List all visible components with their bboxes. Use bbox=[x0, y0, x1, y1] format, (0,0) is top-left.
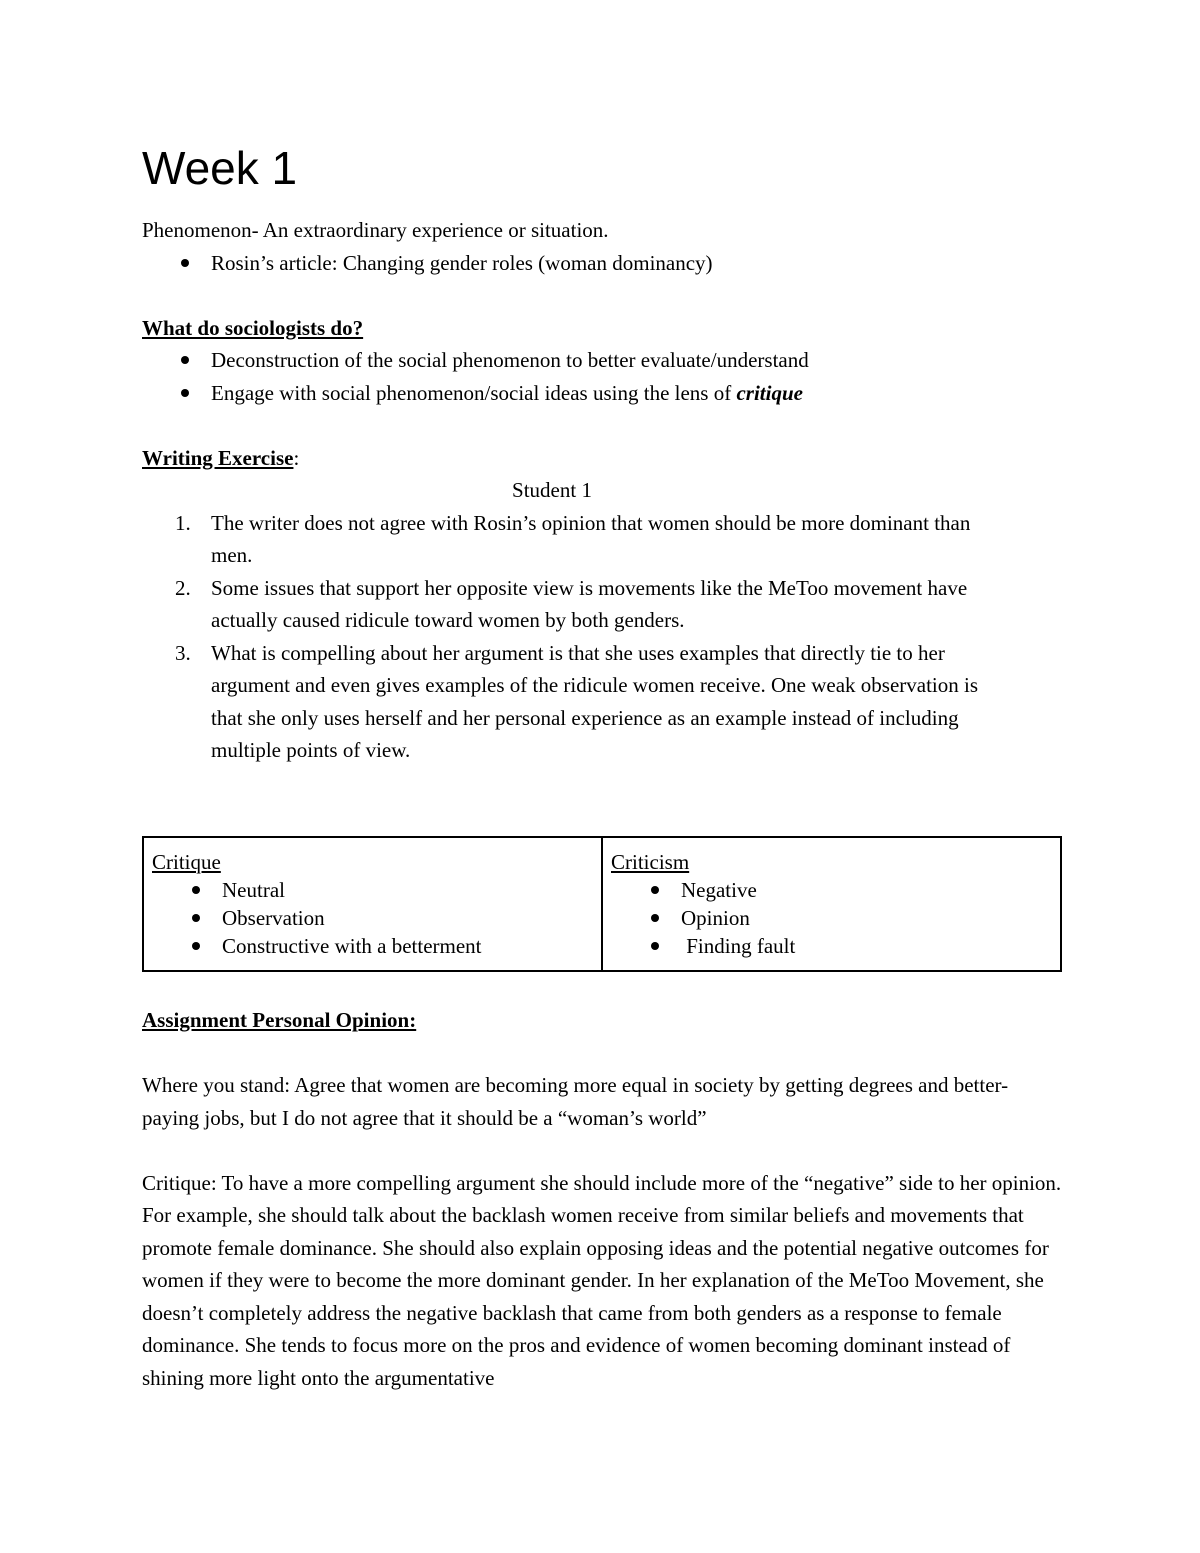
list-item: Finding fault bbox=[611, 932, 1052, 960]
writing-exercise-list bbox=[142, 507, 1062, 767]
list-item-text: Engage with social phenomenon/social ideas using the lens of bbox=[211, 380, 737, 405]
list-item bbox=[142, 377, 1062, 410]
list-number: 3. bbox=[175, 640, 191, 665]
writing-exercise-heading-line bbox=[142, 442, 1062, 475]
spacer bbox=[142, 1037, 1062, 1070]
student-label: Student 1 bbox=[512, 478, 592, 502]
spacer bbox=[142, 767, 1062, 800]
document-page bbox=[142, 140, 1062, 1394]
list-item: Neutral bbox=[152, 876, 593, 904]
definition-text: Phenomenon- An extraordinary experience or situation. bbox=[142, 218, 609, 242]
list-item: Opinion bbox=[611, 904, 1052, 932]
table-cell-critique bbox=[143, 837, 602, 971]
list-item: Negative bbox=[611, 876, 1052, 904]
spacer bbox=[142, 1134, 1062, 1167]
list-item: Observation bbox=[152, 904, 593, 932]
list-item bbox=[142, 637, 991, 767]
heading-colon: : bbox=[293, 445, 300, 470]
spacer bbox=[142, 799, 1062, 832]
list-item-text: The writer does not agree with Rosin’s opinion that women should be more dominant than men. bbox=[211, 510, 971, 567]
list-number: 2. bbox=[175, 575, 191, 600]
critique-paragraph: Critique: To have a more compelling argument she should include more of the “negative” side to her opinion. For example, she should talk about the backlash women receive from similar beliefs and movements that promote female dominance. She should also explain opposing ideas and the potential negative outcomes for women if they were to become the more dominant gender. In her explanation of the MeToo Movement, she doesn’t completely address the negative backlash that came from both genders as a response to female dominance. She tends to focus more on the pros and evidence of women becoming dominant instead of shining more light onto the argumentative bbox=[142, 1170, 1062, 1390]
sociologists-heading: What do sociologists do? bbox=[142, 315, 364, 340]
criticism-heading: Criticism bbox=[611, 849, 690, 874]
critique-criticism-table bbox=[142, 836, 1062, 972]
list-item: Constructive with a betterment bbox=[152, 932, 593, 960]
list-item-text: What is compelling about her argument is that she uses examples that directly tie to her argument and even gives examples of the ridicule women receive. One weak observation is that she only uses herself and her personal experience as an example instead of including multiple points of view. bbox=[211, 640, 979, 762]
list-item: Rosin’s article: Changing gender roles (woman dominancy) bbox=[142, 247, 1062, 280]
critique-heading: Critique bbox=[152, 849, 221, 874]
spacer bbox=[142, 409, 1062, 442]
page-title: Week 1 bbox=[142, 142, 298, 194]
critique-list bbox=[152, 876, 593, 960]
list-item: Deconstruction of the social phenomenon to better evaluate/understand bbox=[142, 344, 1062, 377]
emphasis-text: critique bbox=[736, 380, 803, 405]
sociologists-bullet-list bbox=[142, 344, 1062, 409]
spacer bbox=[142, 279, 1062, 312]
table-cell-criticism bbox=[602, 837, 1061, 971]
spacer bbox=[142, 972, 1062, 1005]
list-item bbox=[142, 572, 991, 637]
criticism-list bbox=[611, 876, 1052, 960]
table-row bbox=[143, 837, 1061, 971]
list-item-text: Some issues that support her opposite view is movements like the MeToo movement have actually caused ridicule toward women by both genders. bbox=[211, 575, 968, 632]
definition-bullet-list bbox=[142, 247, 1062, 280]
writing-exercise-heading: Writing Exercise bbox=[142, 445, 294, 470]
list-number: 1. bbox=[175, 510, 191, 535]
assignment-heading: Assignment Personal Opinion: bbox=[142, 1008, 417, 1032]
where-you-stand-paragraph: Where you stand: Agree that women are becoming more equal in society by getting degrees and better-paying jobs, but I do not agree that it should be a “woman’s world” bbox=[142, 1073, 1009, 1130]
list-item bbox=[142, 507, 991, 572]
